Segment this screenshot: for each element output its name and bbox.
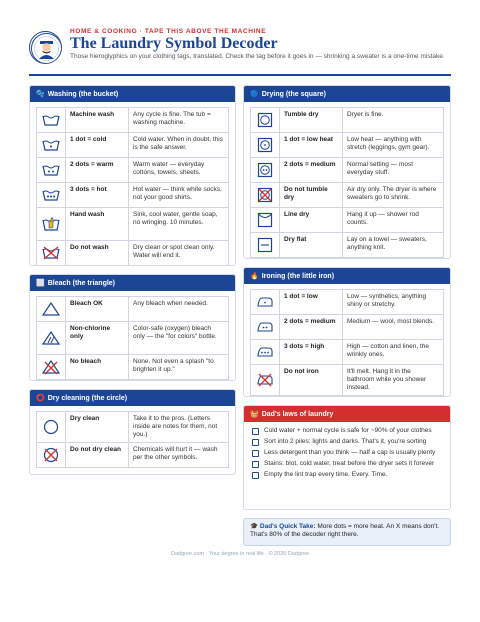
do-not-dry-clean-icon xyxy=(37,443,66,468)
law-text: Cold water + normal cycle is safe for ~90% of your clothes xyxy=(264,427,432,434)
checkbox-icon xyxy=(252,472,259,479)
law-text: Sort into 2 piles: lights and darks. That's it, you're sorting xyxy=(264,438,427,445)
quick-take-label: Dad's Quick Take: xyxy=(259,523,316,530)
wash-cold-icon xyxy=(37,133,66,158)
washing-title: Washing (the bucket) xyxy=(47,90,119,98)
table-row xyxy=(37,322,229,355)
quick-take xyxy=(243,518,451,546)
row-desc: Any cycle is fine. The tub = washing machine. xyxy=(129,108,229,133)
row-desc: None. Not even a splash "to brighten it up." xyxy=(129,355,229,380)
row-label: 1 dot = low xyxy=(280,290,343,315)
wash-tub-icon xyxy=(37,108,66,133)
do-not-iron-icon xyxy=(251,365,280,396)
row-desc: Color-safe (oxygen) bleach only — the "for colors" bottle. xyxy=(129,322,229,355)
table-row xyxy=(251,233,444,258)
row-desc: It'll melt. Hang it in the bathroom while you shower instead. xyxy=(343,365,444,396)
no-bleach-icon xyxy=(37,355,66,380)
tumble-low-icon xyxy=(251,133,280,158)
row-label: No bleach xyxy=(66,355,129,380)
law-text: Empty the lint trap every time. Every. Time. xyxy=(264,471,388,478)
iron-low-icon xyxy=(251,290,280,315)
row-label: Dry flat xyxy=(280,233,343,258)
fire-icon: 🔥 xyxy=(250,272,259,280)
table-row xyxy=(37,412,229,443)
checkbox-icon xyxy=(252,428,259,435)
page-subtitle: Those hieroglyphics on your clothing tags, translated. Check the tag before it goes in — shrinking a sweater is a one-time mistake. xyxy=(70,53,445,60)
hand-wash-icon xyxy=(37,208,66,241)
bleach-header xyxy=(30,275,235,291)
table-row xyxy=(251,208,444,233)
laws-list xyxy=(244,422,450,486)
table-row xyxy=(37,108,229,133)
dryclean-panel xyxy=(29,389,236,475)
bleach-ok-icon xyxy=(37,297,66,322)
table-row xyxy=(37,183,229,208)
list-item xyxy=(252,438,442,446)
drying-title: Drying (the square) xyxy=(261,90,326,98)
list-item xyxy=(252,460,442,468)
dry-flat-icon xyxy=(251,233,280,258)
checkbox-icon xyxy=(252,461,259,468)
row-desc: Low heat — anything with stretch (leggings, gym gear). xyxy=(343,133,444,158)
row-label: 1 dot = low heat xyxy=(280,133,343,158)
non-chlorine-bleach-icon xyxy=(37,322,66,355)
row-label: Dry clean xyxy=(66,412,129,443)
table-row xyxy=(251,340,444,365)
ironing-table xyxy=(250,289,444,396)
checkbox-icon xyxy=(252,450,259,457)
row-label: Machine wash xyxy=(66,108,129,133)
dryclean-table xyxy=(36,411,229,468)
table-row xyxy=(251,315,444,340)
row-label: 1 dot = cold xyxy=(66,133,129,158)
line-dry-icon xyxy=(251,208,280,233)
law-text: Less detergent than you think — half a cap is usually plenty xyxy=(264,449,436,456)
table-row xyxy=(251,133,444,158)
row-label: Do not tumble dry xyxy=(280,183,343,208)
row-label: Hand wash xyxy=(66,208,129,241)
table-row xyxy=(37,297,229,322)
bleach-title: Bleach (the triangle) xyxy=(47,279,116,287)
row-desc: Cold water. When in doubt, this is the safe answer. xyxy=(129,133,229,158)
bleach-table xyxy=(36,296,229,380)
tumble-dry-icon xyxy=(251,108,280,133)
row-desc: Warm water — everyday cottons, towels, sheets. xyxy=(129,158,229,183)
washing-header xyxy=(30,86,235,102)
table-row xyxy=(37,443,229,468)
washing-panel xyxy=(29,85,236,266)
dryclean-title: Dry cleaning (the circle) xyxy=(47,394,128,402)
table-row xyxy=(251,108,444,133)
washing-table xyxy=(36,107,229,266)
checkbox-icon xyxy=(252,439,259,446)
row-desc: Take it to the pros. (Letters inside are notes for them, not you.) xyxy=(129,412,229,443)
drying-panel xyxy=(243,85,451,259)
basket-icon: 🧺 xyxy=(250,410,259,418)
row-label: Tumble dry xyxy=(280,108,343,133)
drying-table xyxy=(250,107,444,258)
do-not-tumble-dry-icon xyxy=(251,183,280,208)
row-desc: High — cotton and linen, the wrinkly ones. xyxy=(343,340,444,365)
header xyxy=(29,28,451,76)
laws-header xyxy=(244,406,450,422)
quick-take-text: More dots = more heat. An X means don't. That's 80% of the decoder right there. xyxy=(250,523,440,538)
dadgree-logo xyxy=(29,31,62,64)
list-item xyxy=(252,471,442,479)
row-label: Do not wash xyxy=(66,241,129,266)
drying-header xyxy=(244,86,450,102)
table-row xyxy=(37,158,229,183)
wash-hot-icon xyxy=(37,183,66,208)
list-item xyxy=(252,449,442,457)
dryclean-header xyxy=(30,390,235,406)
ironing-title: Ironing (the little iron) xyxy=(261,272,335,280)
circle-icon: 🔵 xyxy=(250,90,259,98)
table-row xyxy=(37,208,229,241)
tumble-medium-icon xyxy=(251,158,280,183)
row-label: 2 dots = warm xyxy=(66,158,129,183)
kicker: HOME & COOKING · TAPE THIS ABOVE THE MACHINE xyxy=(70,28,267,35)
row-label: Non-chlorine only xyxy=(66,322,129,355)
bubbles-icon: 🫧 xyxy=(36,90,45,98)
do-not-wash-icon xyxy=(37,241,66,266)
ironing-header xyxy=(244,268,450,284)
table-row xyxy=(251,158,444,183)
iron-high-icon xyxy=(251,340,280,365)
table-row xyxy=(251,290,444,315)
row-desc: Low — synthetics, anything shiny or stretchy. xyxy=(343,290,444,315)
row-desc: Normal setting — most everyday stuff. xyxy=(343,158,444,183)
row-desc: Hot water — think white socks, not your good shirts. xyxy=(129,183,229,208)
square-icon: ⬜ xyxy=(36,279,45,287)
iron-medium-icon xyxy=(251,315,280,340)
row-label: 3 dots = hot xyxy=(66,183,129,208)
row-desc: Medium — wool, most blends. xyxy=(343,315,444,340)
row-desc: Chemicals will hurt it — wash per the other symbols. xyxy=(129,443,229,468)
table-row xyxy=(37,241,229,266)
ironing-panel xyxy=(243,267,451,397)
circle-icon: ⭕ xyxy=(36,394,45,402)
row-label: 3 dots = high xyxy=(280,340,343,365)
row-desc: Dryer is fine. xyxy=(343,108,444,133)
bleach-panel xyxy=(29,274,236,381)
row-desc: Sink, cool water, gentle soap, no wringing. 10 minutes. xyxy=(129,208,229,241)
row-desc: Hang it up — shower rod counts. xyxy=(343,208,444,233)
row-label: Do not iron xyxy=(280,365,343,396)
wash-warm-icon xyxy=(37,158,66,183)
laws-title: Dad's laws of laundry xyxy=(261,410,334,418)
row-label: Line dry xyxy=(280,208,343,233)
row-label: 2 dots = medium xyxy=(280,315,343,340)
law-text: Stains: blot, cold water, treat before the dryer sets it forever xyxy=(264,460,435,467)
row-label: Bleach OK xyxy=(66,297,129,322)
table-row xyxy=(37,355,229,380)
row-desc: Air dry only. The dryer is where sweaters go to shrink. xyxy=(343,183,444,208)
row-label: Do not dry clean xyxy=(66,443,129,468)
table-row xyxy=(251,365,444,396)
graduation-cap-icon: 🎓 xyxy=(250,523,259,530)
list-item xyxy=(252,427,442,435)
row-desc: Any bleach when needed. xyxy=(129,297,229,322)
page-title: The Laundry Symbol Decoder xyxy=(70,35,278,52)
table-row xyxy=(251,183,444,208)
laws-panel xyxy=(243,405,451,510)
footer: Dadgree.com · Your degree in real life · © 2026 Dadgree xyxy=(171,551,309,557)
dry-clean-icon xyxy=(37,412,66,443)
row-label: 2 dots = medium xyxy=(280,158,343,183)
row-desc: Lay on a towel — sweaters, anything knit. xyxy=(343,233,444,258)
table-row xyxy=(37,133,229,158)
row-desc: Dry clean or spot clean only. Water will end it. xyxy=(129,241,229,266)
